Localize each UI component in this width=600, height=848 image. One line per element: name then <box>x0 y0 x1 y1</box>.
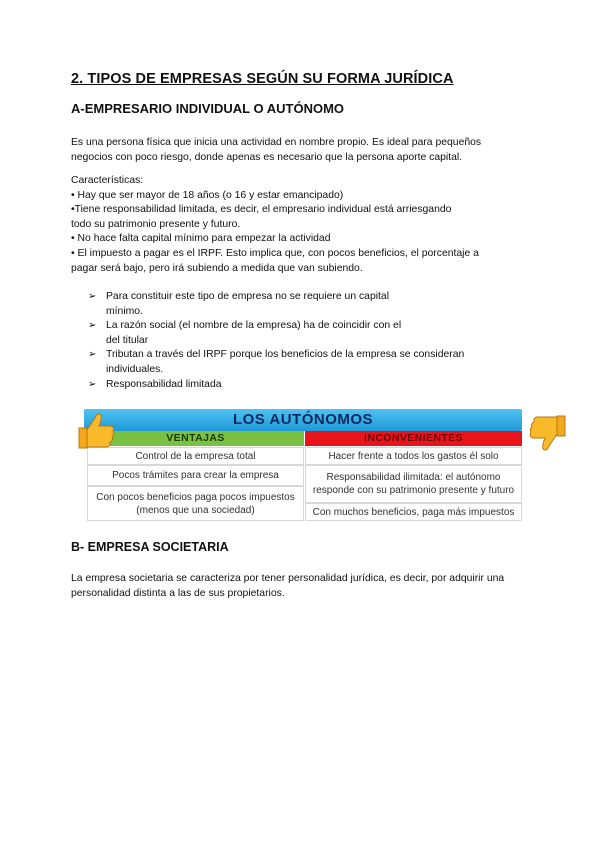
caracteristicas-block <box>71 174 541 276</box>
list-item-text: Tributan a través del IRPF porque los beneficios de la empresa se consideran <box>106 349 465 361</box>
intro-line-1: Es una persona física que inicia una actividad en nombre propio. Es ideal para pequeños <box>71 137 482 148</box>
section-b-title: B- EMPRESA SOCIETARIA <box>71 540 229 554</box>
section-a-title: A-EMPRESARIO INDIVIDUAL O AUTÓNOMO <box>71 101 345 116</box>
list-item <box>88 378 528 393</box>
ventaja-cell: Control de la empresa total <box>87 447 304 465</box>
inconveniente-cell: Responsabilidad ilimitada: el autónomo responde con su patrimonio presente y futuro <box>305 465 522 503</box>
list-item <box>88 348 528 377</box>
list-item-text: Responsabilidad limitada <box>106 378 222 390</box>
inconveniente-cell: Hacer frente a todos los gastos él solo <box>305 447 522 465</box>
arrow-bullet-icon: ➢ <box>88 349 97 361</box>
page-title: 2. TIPOS DE EMPRESAS SEGÚN SU FORMA JURÍDICA <box>71 71 454 87</box>
list-item-text: La razón social (el nombre de la empresa) ha de coincidir con el <box>106 320 402 332</box>
list-item-text: individuales. <box>106 363 164 375</box>
autonomos-table <box>84 409 522 521</box>
arrow-bullet-icon: ➢ <box>88 320 97 332</box>
ventaja-cell: Con pocos beneficios paga pocos impuestos (menos que una sociedad) <box>87 486 304 521</box>
list-item <box>88 290 528 319</box>
section-b-text <box>71 572 541 601</box>
arrow-bullet-icon: ➢ <box>88 291 97 302</box>
intro-line-2: negocios con poco riesgo, donde apenas es necesario que la persona aporte capital. <box>71 151 463 163</box>
section-a-intro <box>71 136 541 165</box>
caract-line-2: •Tiene responsabilidad limitada, es decir, el empresario individual está arriesgando <box>71 204 452 216</box>
thumbs-down-icon <box>527 412 571 456</box>
thumbs-up-icon <box>73 408 117 452</box>
list-item <box>88 319 528 348</box>
caract-line-4: • No hace falta capital mínimo para empezar la actividad <box>71 233 331 245</box>
caract-line-3: todo su patrimonio presente y futuro. <box>71 218 241 230</box>
list-item-text: Para constituir este tipo de empresa no se requiere un capital <box>106 291 390 302</box>
caracteristicas-title: Características: <box>71 175 144 186</box>
caract-line-1: • Hay que ser mayor de 18 años (o 16 y estar emancipado) <box>71 189 344 201</box>
section-b-line-1: La empresa societaria se caracteriza por tener personalidad jurídica, es decir, por adquirir una <box>71 573 505 584</box>
ventajas-header: VENTAJAS <box>87 431 304 446</box>
ventaja-cell: Pocos trámites para crear la empresa <box>87 465 304 486</box>
list-item-text: mínimo. <box>106 305 143 317</box>
inconveniente-cell: Con muchos beneficios, paga más impuestos <box>305 503 522 521</box>
list-item-text: del titular <box>106 334 149 346</box>
bullet-list <box>88 290 528 392</box>
irpf-line-1: • El impuesto a pagar es el IRPF. Esto implica que, con pocos beneficios, el porcentaje a <box>71 247 479 259</box>
arrow-bullet-icon: ➢ <box>88 378 97 390</box>
table-title: LOS AUTÓNOMOS <box>84 409 522 431</box>
irpf-line-2: pagar será bajo, pero irá subiendo a medida que van subiendo. <box>71 262 363 274</box>
section-b-line-2: personalidad distinta a las de sus propietarios. <box>71 587 285 599</box>
inconvenientes-header: INCONVENIENTES <box>305 431 522 446</box>
